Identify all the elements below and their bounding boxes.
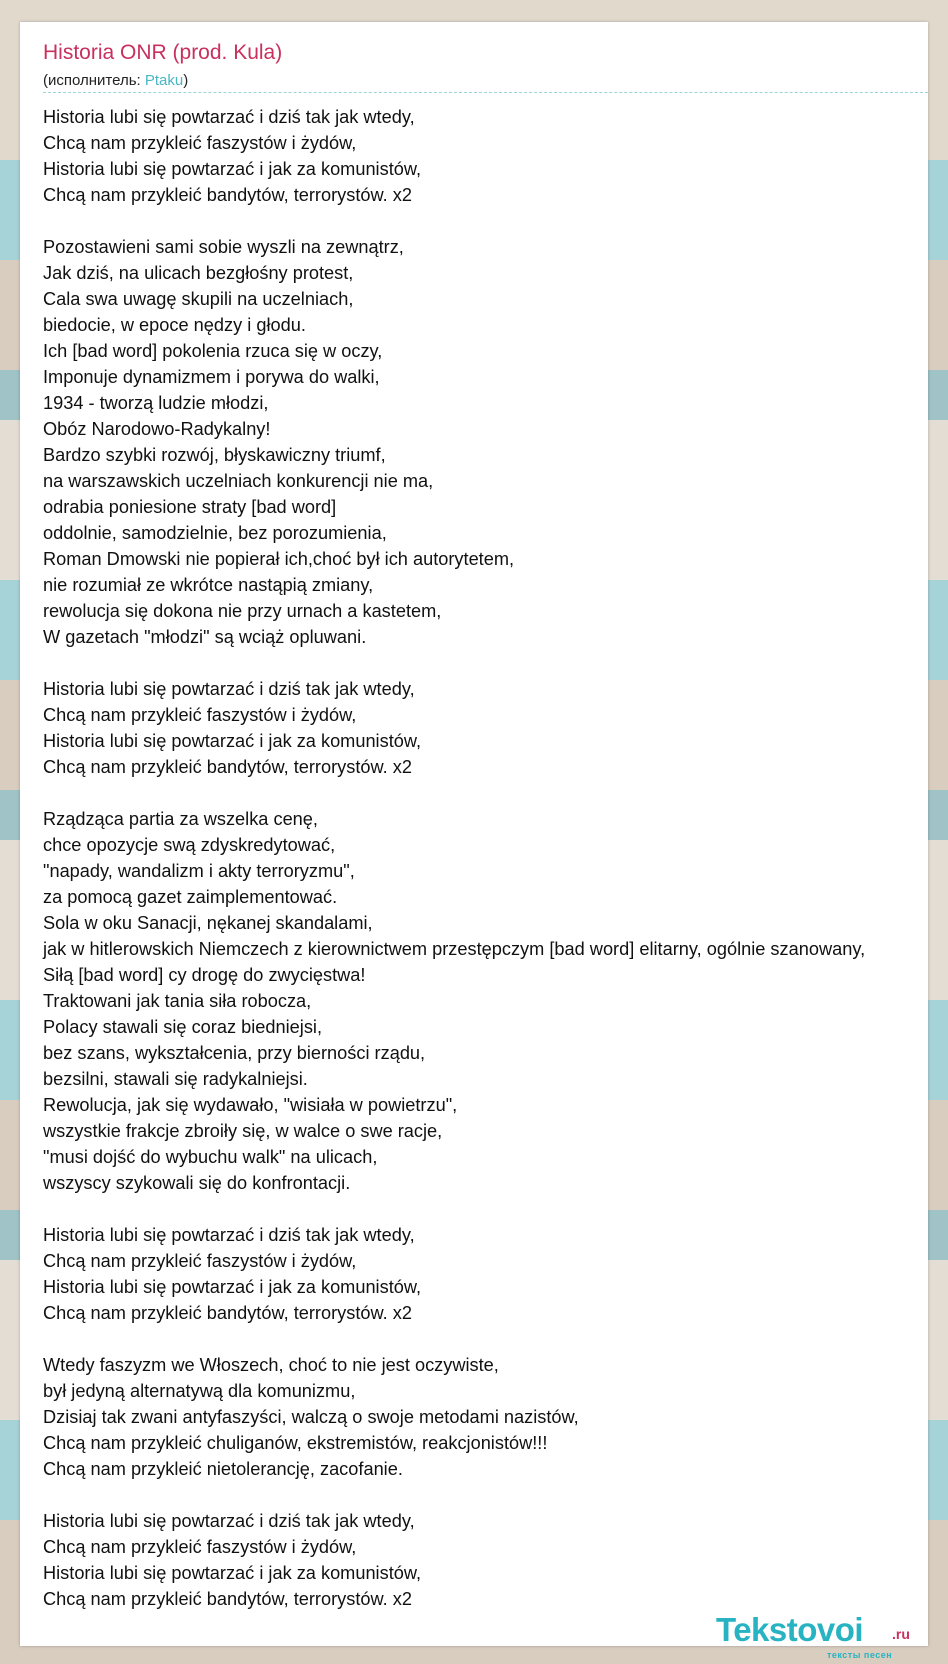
lyric-line: Historia lubi się powtarzać i dziś tak jak wtedy, [43,1511,415,1531]
lyric-line: Imponuje dynamizmem i porywa do walki, [43,367,380,387]
lyric-line: rewolucja się dokona nie przy urnach a kastetem, [43,601,442,621]
lyric-line: Chcą nam przykleić chuliganów, ekstremistów, reakcjonistów!!! [43,1433,548,1453]
lyric-line: W gazetach "młodzi" są wciąż opluwani. [43,627,367,647]
logo-tagline: тексты песен [827,1650,893,1660]
lyric-line: biedocie, w epoce nędzy i głodu. [43,315,306,335]
lyric-line: Historia lubi się powtarzać i dziś tak jak wtedy, [43,679,415,699]
lyric-line: był jedyną alternatywą dla komunizmu, [43,1381,356,1401]
lyric-line: Pozostawieni sami sobie wyszli na zewnątrz, [43,237,404,257]
lyric-line: Polacy stawali się coraz biedniejsi, [43,1017,323,1037]
lyric-line: na warszawskich uczelniach konkurencji nie ma, [43,471,434,491]
lyric-line: Chcą nam przykleić faszystów i żydów, [43,705,357,725]
lyric-line: jak w hitlerowskich Niemczech z kierownictwem przestępczym [bad word] elitarny, ogólnie szanowany, [43,939,866,959]
lyric-line: Ich [bad word] pokolenia rzuca się w oczy, [43,341,383,361]
song-title: Historia ONR (prod. Kula) [43,41,283,64]
lyric-line: wszyscy szykowali się do konfrontacji. [43,1173,351,1193]
lyric-line: Rządząca partia za wszelka cenę, [43,809,318,829]
lyrics-card [20,22,928,1660]
lyric-line: 1934 - tworzą ludzie młodzi, [43,393,269,413]
lyric-line: oddolnie, samodzielnie, bez porozumienia, [43,523,387,543]
lyric-line: Chcą nam przykleić bandytów, terrorystów. x2 [43,757,412,777]
lyric-line: Cala swa uwagę skupili na uczelniach, [43,289,354,309]
lyric-line: Chcą nam przykleić bandytów, terrorystów. x2 [43,1303,412,1323]
lyric-line: Wtedy faszyzm we Włoszech, choć to nie jest oczywiste, [43,1355,499,1375]
lyric-line: Bardzo szybki rozwój, błyskawiczny triumf, [43,445,386,465]
lyric-line: "napady, wandalizm i akty terroryzmu", [43,861,355,881]
lyrics-text [43,104,928,1612]
lyric-line: chce opozycje swą zdyskredytować, [43,835,336,855]
lyric-line: Sola w oku Sanacji, nękanej skandalami, [43,913,373,933]
lyric-line: wszystkie frakcje zbroiły się, w walce o swe racje, [43,1121,443,1141]
lyric-line: bez szans, wykształcenia, przy bierności rządu, [43,1043,426,1063]
performer-line [43,72,188,89]
lyric-line: nie rozumiał ze wkrótce nastąpią zmiany, [43,575,374,595]
lyric-line: Obóz Narodowo-Radykalny! [43,419,271,439]
stanza-break [43,650,928,676]
lyric-line: Historia lubi się powtarzać i dziś tak jak wtedy, [43,107,415,127]
lyric-line: Chcą nam przykleić bandytów, terrorystów. x2 [43,1589,412,1609]
lyric-line: Historia lubi się powtarzać i dziś tak jak wtedy, [43,1225,415,1245]
lyric-line: za pomocą gazet zaimplementować. [43,887,338,907]
performer-prefix: (исполнитель: [43,72,145,89]
lyric-line: Historia lubi się powtarzać i jak za komunistów, [43,1563,422,1583]
lyric-line: Chcą nam przykleić bandytów, terrorystów. x2 [43,185,412,205]
lyric-line: Chcą nam przykleić faszystów i żydów, [43,1251,357,1271]
stanza-break [43,1482,928,1508]
logo-wordmark: Tekstovoi [716,1611,864,1648]
lyric-line: Rewolucja, jak się wydawało, "wisiała w powietrzu", [43,1095,458,1115]
lyric-line: Historia lubi się powtarzać i jak za komunistów, [43,159,422,179]
lyric-line: Roman Dmowski nie popierał ich,choć był ich autorytetem, [43,549,515,569]
lyric-line: odrabia poniesione straty [bad word] [43,497,337,517]
lyric-line: Chcą nam przykleić faszystów i żydów, [43,133,357,153]
stanza-break [43,780,928,806]
stanza-break [43,208,928,234]
stanza-break [43,1326,928,1352]
lyric-line: Chcą nam przykleić faszystów i żydów, [43,1537,357,1557]
lyric-line: Dzisiaj tak zwani antyfaszyści, walczą o swoje metodami nazistów, [43,1407,579,1427]
lyric-line: "musi dojść do wybuchu walk" na ulicach, [43,1147,378,1167]
lyric-line: Chcą nam przykleić nietolerancję, zacofanie. [43,1459,403,1479]
site-logo[interactable] [716,1611,928,1660]
artist-link[interactable]: Ptaku [144,72,184,89]
lyric-line: Historia lubi się powtarzać i jak za komunistów, [43,1277,422,1297]
lyric-line: Historia lubi się powtarzać i jak za komunistów, [43,731,422,751]
stanza-break [43,1196,928,1222]
lyric-line: Traktowani jak tania siła robocza, [43,991,312,1011]
logo-domain-suffix: .ru [892,1626,910,1642]
lyric-line: Jak dziś, na ulicach bezgłośny protest, [43,263,354,283]
lyric-line: bezsilni, stawali się radykalniejsi. [43,1069,308,1089]
title-divider [43,92,928,93]
performer-suffix: ) [183,72,189,89]
lyric-line: Siłą [bad word] cy drogę do zwycięstwa! [43,965,366,985]
